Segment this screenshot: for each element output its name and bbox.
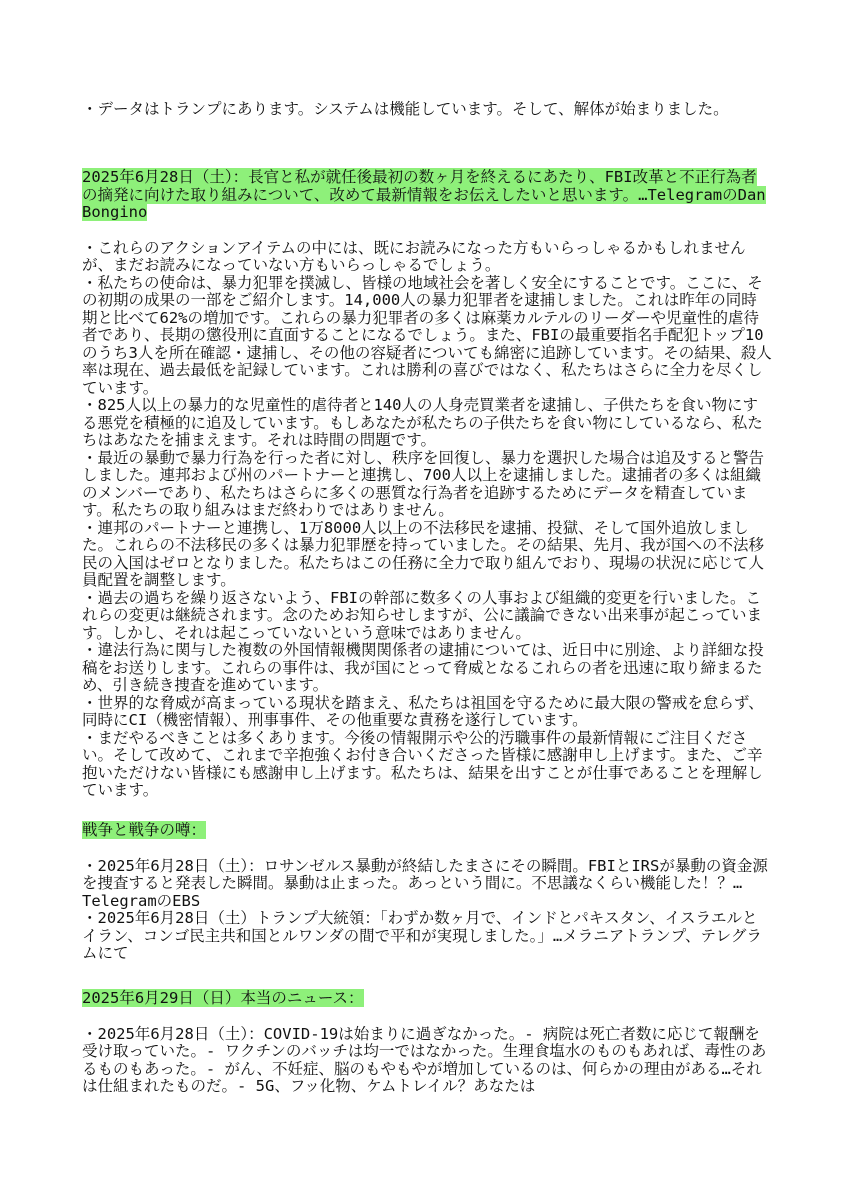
section-heading-fbi — [82, 169, 772, 222]
list-item: ・2025年6月28日（土）：COVID-19は始まりに過ぎなかった。- 病院は死亡者数に応じて報酬を受け取っていた。- ワクチンのバッチは均一ではなかった。生理食塩水のものもあれば、毒性のあるものもあった。- がん、不妊症、脳のもやもやが増加しているのは、何らかの理由がある…それは仕組まれたものだ。- 5G、フッ化物、ケムトレイル？あなたは — [82, 1024, 767, 1095]
spacer — [82, 1008, 772, 1026]
list-item: ・825人以上の暴力的な児童性的虐待者と140人の人身売買業者を逮捕し、子供たちを食い物にする悪党を積極的に追及しています。もしあなたが私たちの子供たちを食い物にしているなら、私たちはあなたを捕まえます。それは時間の問題です。 — [82, 396, 763, 449]
list-item: ・連邦のパートナーと連携し、1万8000人以上の不法移民を逮捕、投獄、そして国外追放しました。これらの不法移民の多くは暴力犯罪歴を持っていました。その結果、先月、我が国への不法移民の入国はゼロとなりました。私たちはこの任務に全力で取り組んでおり、現場の状況に応じて人員配置を調整します。 — [82, 518, 765, 589]
list-item: ・2025年6月28日（土）：ロサンゼルス暴動が終結したまさにその瞬間。FBIとIRSが暴動の資金源を捜査すると発表した瞬間。暴動は止まった。あっという間に。不思議なくらい機能した！？…TelegramのEBS — [82, 856, 768, 910]
heading-fbi-text: 2025年6月28日（土）：長官と私が就任後最初の数ヶ月を終えるにあたり、FBI改革と不正行為者の摘発に向けた取り組みについて、改めて最新情報をお伝えしたいと思います。…TelegramのDan Bongino — [82, 168, 766, 221]
list-item: ・まだやるべきことは多くあります。今後の情報開示や公的汚職事件の最新情報にご注目ください。そして改めて、これまで辛抱強くお付き合いくださった皆様に感謝申し上げます。また、ご辛抱いただけない皆様にも感謝申し上げます。私たちは、結果を出すことが仕事であることを理解しています。 — [82, 728, 763, 799]
list-item: ・世界的な脅威が高まっている現状を踏まえ、私たちは祖国を守るために最大限の警戒を怠らず、同時にCI（機密情報）、刑事事件、その他重要な責務を遂行しています。 — [82, 693, 764, 729]
list-item: ・これらのアクションアイテムの中には、既にお読みになった方もいらっしゃるかもしれませんが、まだお読みになっていない方もいらっしゃるでしょう。 — [82, 238, 746, 274]
spacer — [82, 222, 772, 240]
section-real-news — [82, 990, 772, 1096]
list-item: ・違法行為に関与した複数の外国情報機関関係者の逮捕については、近日中に別途、より詳細な投稿をお送りします。これらの事件は、我が国にとって脅威となるこれらの者を迅速に取り締まるため、引き続き捜査を進めています。 — [82, 641, 764, 694]
heading-war-text: 戦争と戦争の噂： — [82, 821, 207, 839]
intro-line: ・データはトランプにあります。システムは機能しています。そして、解体が始まりました。 — [82, 100, 729, 118]
list-item: ・2025年6月28日（土）トランプ大統領：「わずか数ヶ月で、インドとパキスタン、イスラエルとイラン、コンゴ民主共和国とルワンダの間で平和が実現しました。」…メラニアトランプ、テレグラムにて — [82, 909, 762, 962]
heading-news-text: 2025年6月29日（日）本当のニュース： — [82, 989, 364, 1007]
section-heading-news — [82, 990, 772, 1008]
section-heading-war — [82, 822, 772, 840]
list-item: ・過去の過ちを繰り返さないよう、FBIの幹部に数多くの人事および組織的変更を行いました。これらの変更は継続されます。念のためお知らせしますが、公に議論できない出来事が起こっています。しかし、それは起こっていないという意味ではありません。 — [82, 588, 762, 642]
list-item: ・最近の暴動で暴力行為を行った者に対し、秩序を回復し、暴力を選択した場合は追及すると警告しました。連邦および州のパートナーと連携し、700人以上を逮捕しました。逮捕者の多くは組織のメンバーであり、私たちはさらに多くの悪質な行為者を追跡するためにデータを精査しています。私たちの取り組みはまだ終わりではありません。 — [82, 448, 765, 519]
section-war-rumors — [82, 822, 772, 963]
list-item: ・私たちの使命は、暴力犯罪を撲滅し、皆様の地域社会を著しく安全にすることです。ここに、その初期の成果の一部をご紹介します。14,000人の暴力犯罪者を逮捕しました。これは昨年の同時期と比べて62%の増加です。これらの暴力犯罪者の多くは麻薬カルテルのリーダーや児童性的虐待者であり、長期の懲役刑に直面することになるでしょう。また、FBIの最重要指名手配犯トップ10のうち3人を所在確認・逮捕し、その他の容疑者についても綿密に追跡しています。その結果、殺人率は現在、過去最低を記録しています。これは勝利の喜びではなく、私たちはさらに全力を尽くしています。 — [82, 273, 772, 397]
section-fbi-update — [82, 169, 772, 800]
intro-paragraph — [82, 101, 772, 119]
spacer — [82, 840, 772, 858]
